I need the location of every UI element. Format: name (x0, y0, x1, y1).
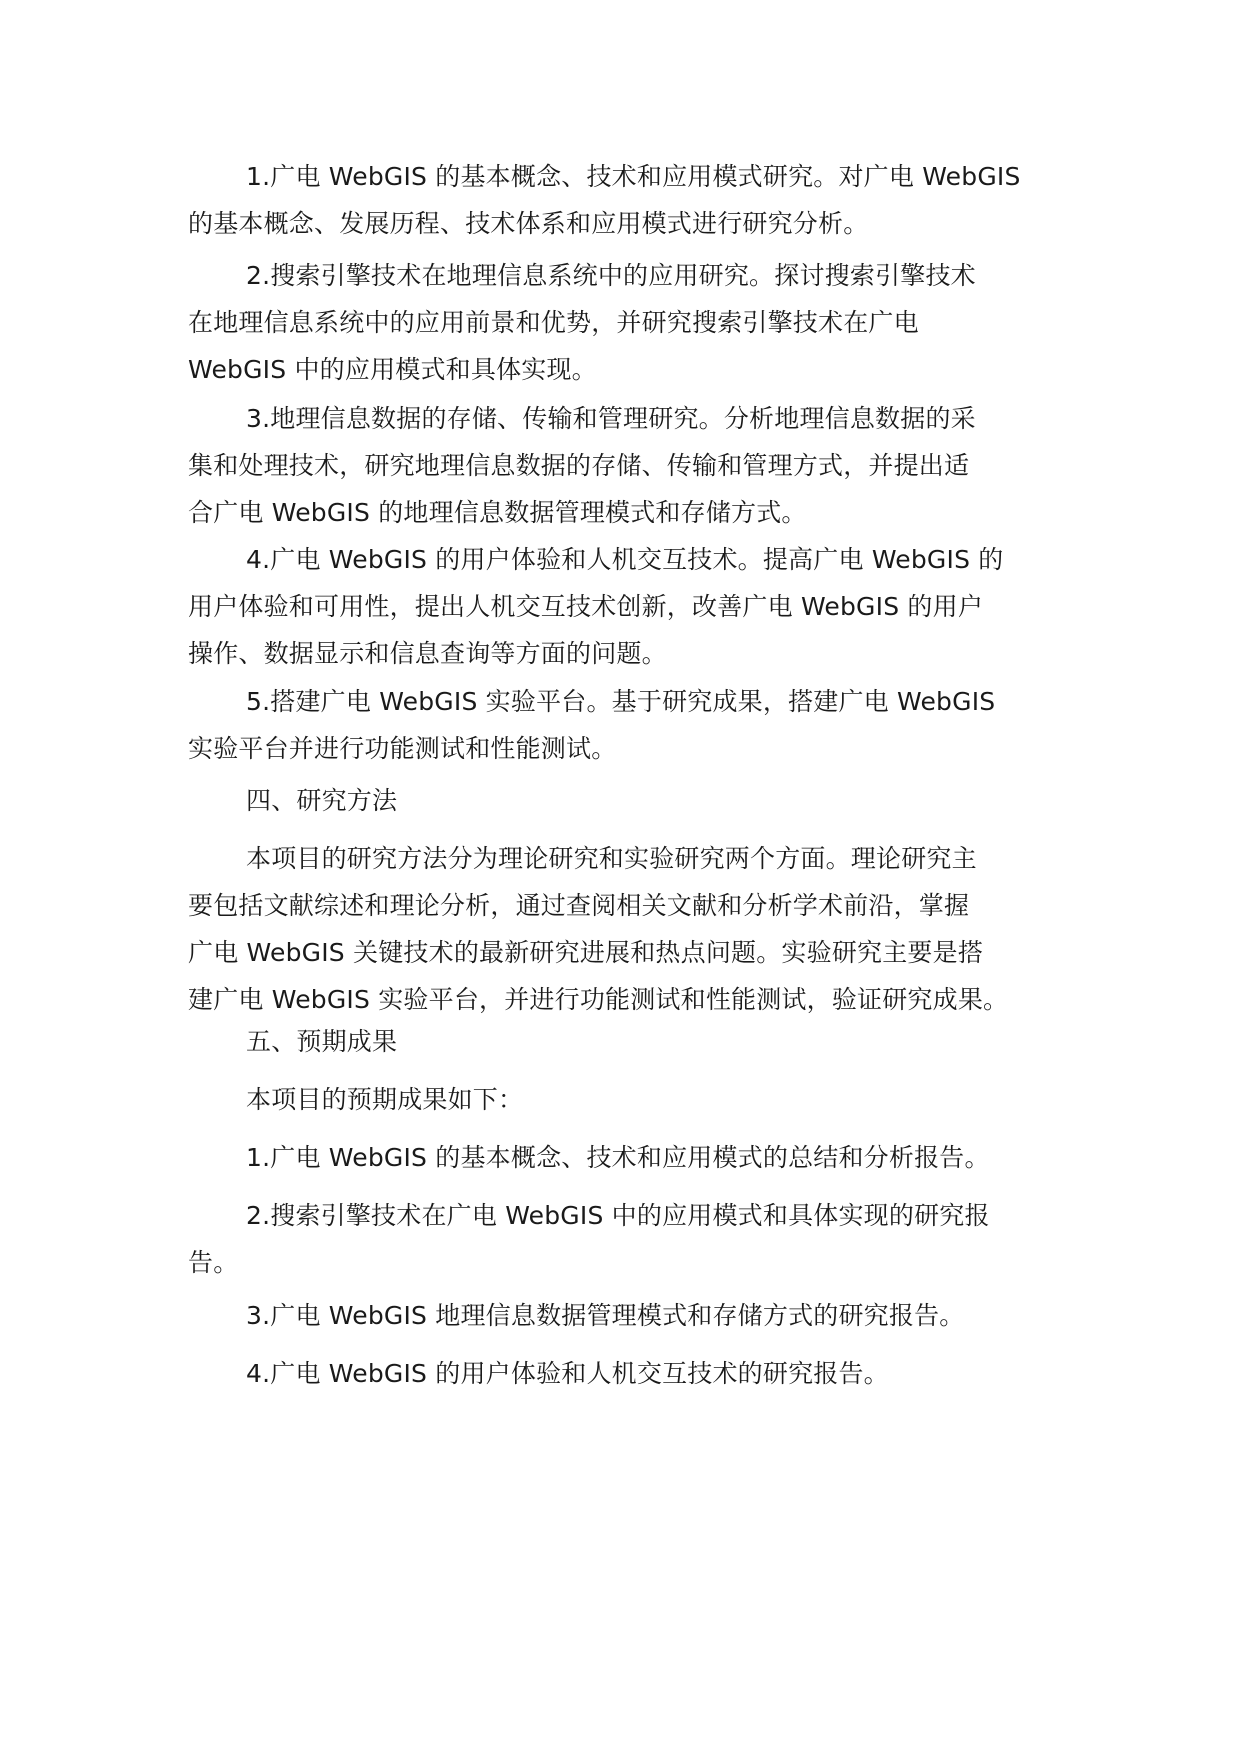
paragraph-item-1 (188, 153, 1068, 247)
text-line: 广电 WebGIS 关键技术的最新研究进展和热点问题。实验研究主要是搭 (188, 938, 984, 967)
section-heading-outcomes (188, 1018, 1068, 1065)
paragraph-item-2 (188, 252, 1068, 393)
text-line: 4.广电 WebGIS 的用户体验和人机交互技术的研究报告。 (246, 1359, 889, 1388)
paragraph-outcomes-intro (188, 1076, 1068, 1123)
text-line: 2.搜索引擎技术在地理信息系统中的应用研究。探讨搜索引擎技术 (246, 261, 976, 290)
text-line: 4.广电 WebGIS 的用户体验和人机交互技术。提高广电 WebGIS 的 (246, 545, 1004, 574)
outcome-item-2 (188, 1192, 1068, 1286)
outcome-item-4 (188, 1350, 1068, 1397)
text-line: 1.广电 WebGIS 的基本概念、技术和应用模式研究。对广电 WebGIS (246, 162, 1021, 191)
paragraph-item-5 (188, 678, 1068, 772)
section-heading-text: 五、预期成果 (246, 1027, 398, 1056)
paragraph-item-4 (188, 536, 1068, 677)
text-line: 的基本概念、发展历程、技术体系和应用模式进行研究分析。 (188, 209, 869, 238)
outcome-item-1 (188, 1134, 1068, 1181)
text-line: 用户体验和可用性，提出人机交互技术创新，改善广电 WebGIS 的用户 (188, 592, 984, 621)
paragraph-methods (188, 835, 1068, 1023)
text-line: 本项目的预期成果如下： (246, 1085, 524, 1114)
text-line: 2.搜索引擎技术在广电 WebGIS 中的应用模式和具体实现的研究报 (246, 1201, 990, 1230)
text-line: WebGIS 中的应用模式和具体实现。 (188, 355, 597, 384)
paragraph-item-3 (188, 395, 1068, 536)
text-line: 建广电 WebGIS 实验平台，并进行功能测试和性能测试，验证研究成果。 (188, 985, 1009, 1014)
text-line: 告。 (188, 1248, 239, 1277)
text-line: 实验平台并进行功能测试和性能测试。 (188, 734, 617, 763)
outcome-item-3 (188, 1292, 1068, 1339)
text-line: 操作、数据显示和信息查询等方面的问题。 (188, 639, 667, 668)
text-line: 3.地理信息数据的存储、传输和管理研究。分析地理信息数据的采 (246, 404, 976, 433)
text-line: 3.广电 WebGIS 地理信息数据管理模式和存储方式的研究报告。 (246, 1301, 965, 1330)
text-line: 在地理信息系统中的应用前景和优势，并研究搜索引擎技术在广电 (188, 308, 919, 337)
section-heading-methods (188, 777, 1068, 824)
section-heading-text: 四、研究方法 (246, 786, 398, 815)
text-line: 本项目的研究方法分为理论研究和实验研究两个方面。理论研究主 (246, 844, 977, 873)
text-line: 合广电 WebGIS 的地理信息数据管理模式和存储方式。 (188, 498, 807, 527)
text-line: 集和处理技术，研究地理信息数据的存储、传输和管理方式，并提出适 (188, 451, 970, 480)
text-line: 5.搭建广电 WebGIS 实验平台。基于研究成果，搭建广电 WebGIS (246, 687, 996, 716)
text-line: 要包括文献综述和理论分析，通过查阅相关文献和分析学术前沿，掌握 (188, 891, 970, 920)
text-line: 1.广电 WebGIS 的基本概念、技术和应用模式的总结和分析报告。 (246, 1143, 990, 1172)
